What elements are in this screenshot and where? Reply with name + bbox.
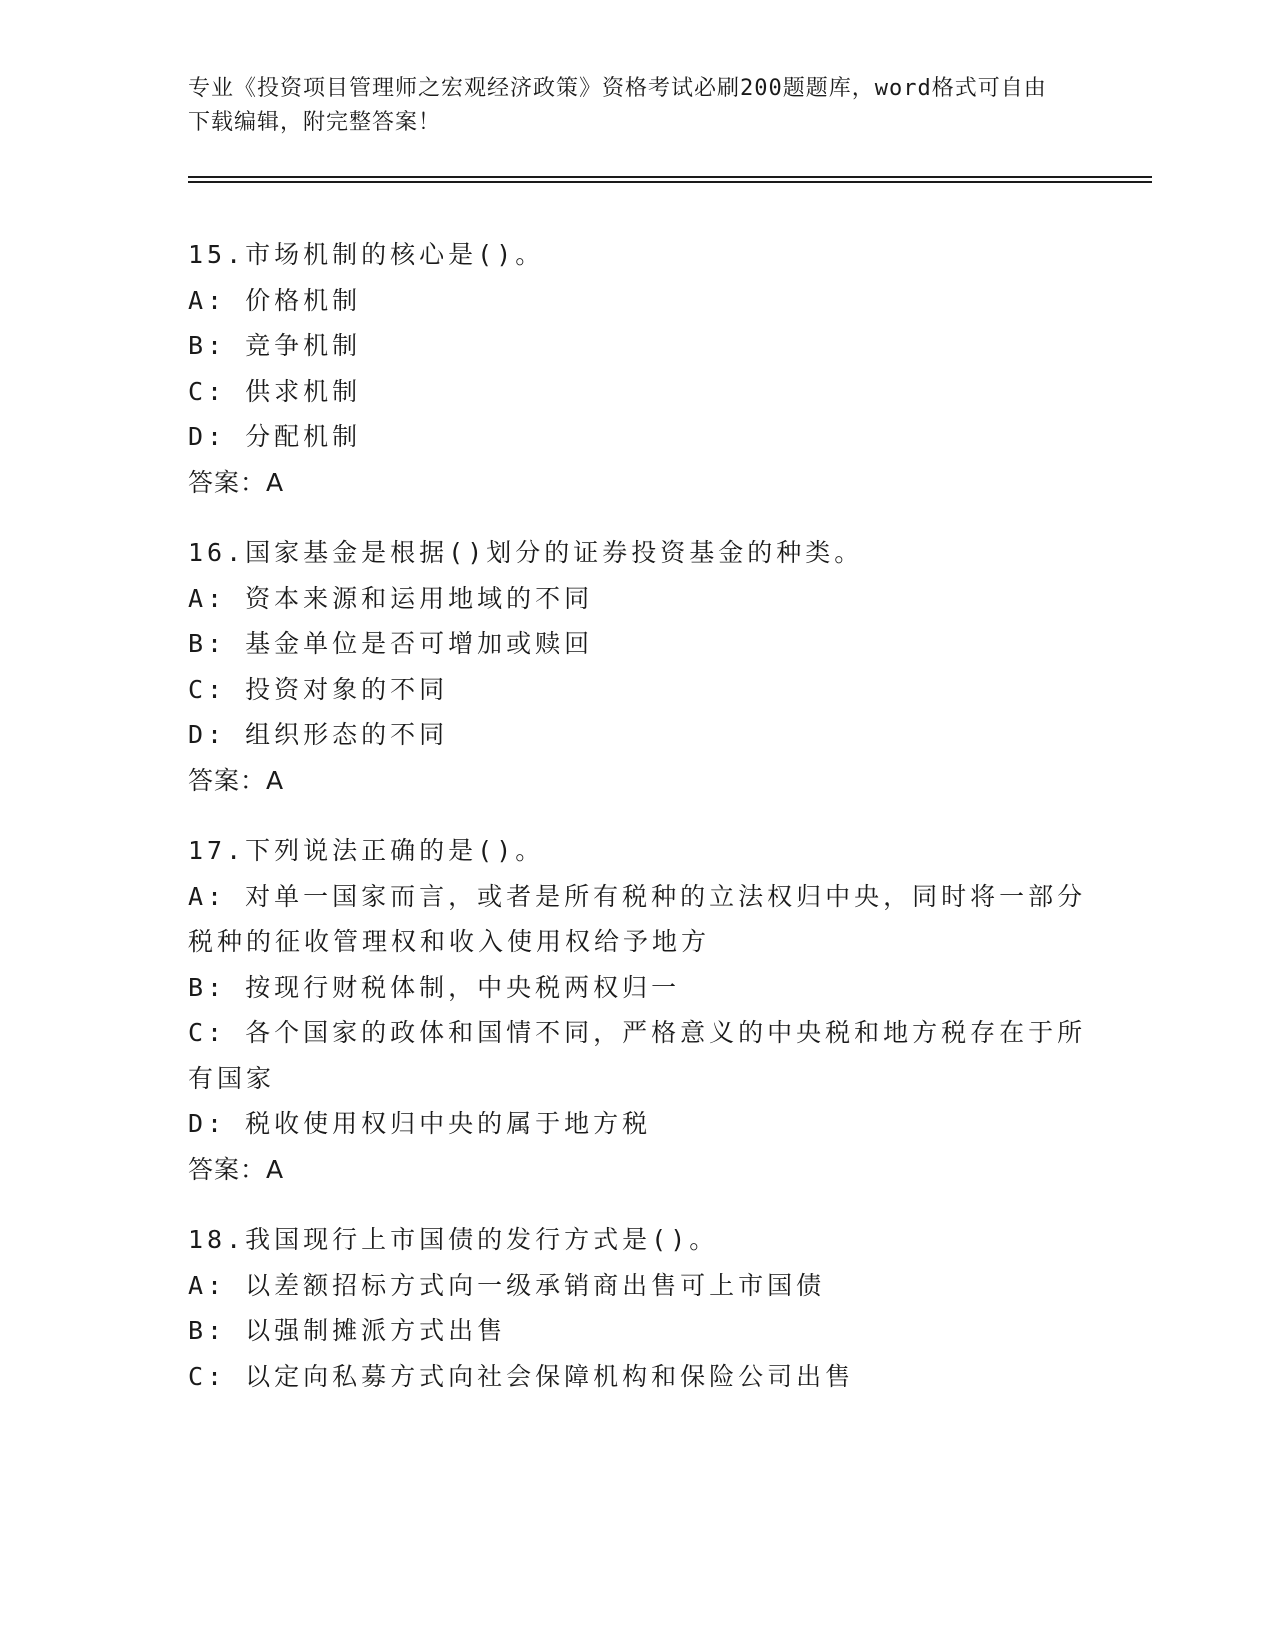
option-c: C: 供求机制 [188, 376, 362, 406]
question-18 [188, 1217, 1088, 1399]
option-a: A: 价格机制 [188, 285, 362, 315]
question-17 [188, 828, 1088, 1192]
answer: 答案：A [188, 467, 285, 497]
header-divider-top [188, 176, 1152, 178]
question-stem: 16.国家基金是根据()划分的证券投资基金的种类。 [188, 538, 864, 567]
question-15 [188, 232, 1088, 505]
option-d: D: 税收使用权归中央的属于地方税 [188, 1109, 652, 1138]
option-b: B: 竞争机制 [188, 331, 362, 360]
option-c: C: 投资对象的不同 [188, 674, 449, 704]
option-a: A: 资本来源和运用地域的不同 [188, 583, 594, 613]
question-list [188, 232, 1088, 1424]
document-header: 专业《投资项目管理师之宏观经济政策》资格考试必刷200题题库，word格式可自由下载编辑，附完整答案！ [188, 76, 1047, 135]
option-d: D: 分配机制 [188, 422, 362, 451]
option-d: D: 组织形态的不同 [188, 720, 449, 749]
question-16 [188, 530, 1088, 803]
option-a: A: 对单一国家而言，或者是所有税种的立法权归中央，同时将一部分税种的征收管理权和收入使用权给予地方 [188, 881, 1087, 956]
option-b: B: 基金单位是否可增加或赎回 [188, 629, 594, 658]
option-c: C: 以定向私募方式向社会保障机构和保险公司出售 [188, 1361, 855, 1391]
answer: 答案：A [188, 765, 285, 795]
header-divider-bottom [188, 181, 1152, 183]
option-a: A: 以差额招标方式向一级承销商出售可上市国债 [188, 1270, 826, 1300]
option-b: B: 按现行财税体制，中央税两权归一 [188, 972, 681, 1002]
question-stem: 17.下列说法正确的是()。 [188, 836, 545, 865]
option-b: B: 以强制摊派方式出售 [188, 1316, 507, 1345]
option-c: C: 各个国家的政体和国情不同，严格意义的中央税和地方税存在于所有国家 [188, 1018, 1087, 1093]
answer: 答案：A [188, 1154, 285, 1184]
question-stem: 18.我国现行上市国债的发行方式是()。 [188, 1225, 719, 1254]
question-stem: 15.市场机制的核心是()。 [188, 240, 545, 269]
